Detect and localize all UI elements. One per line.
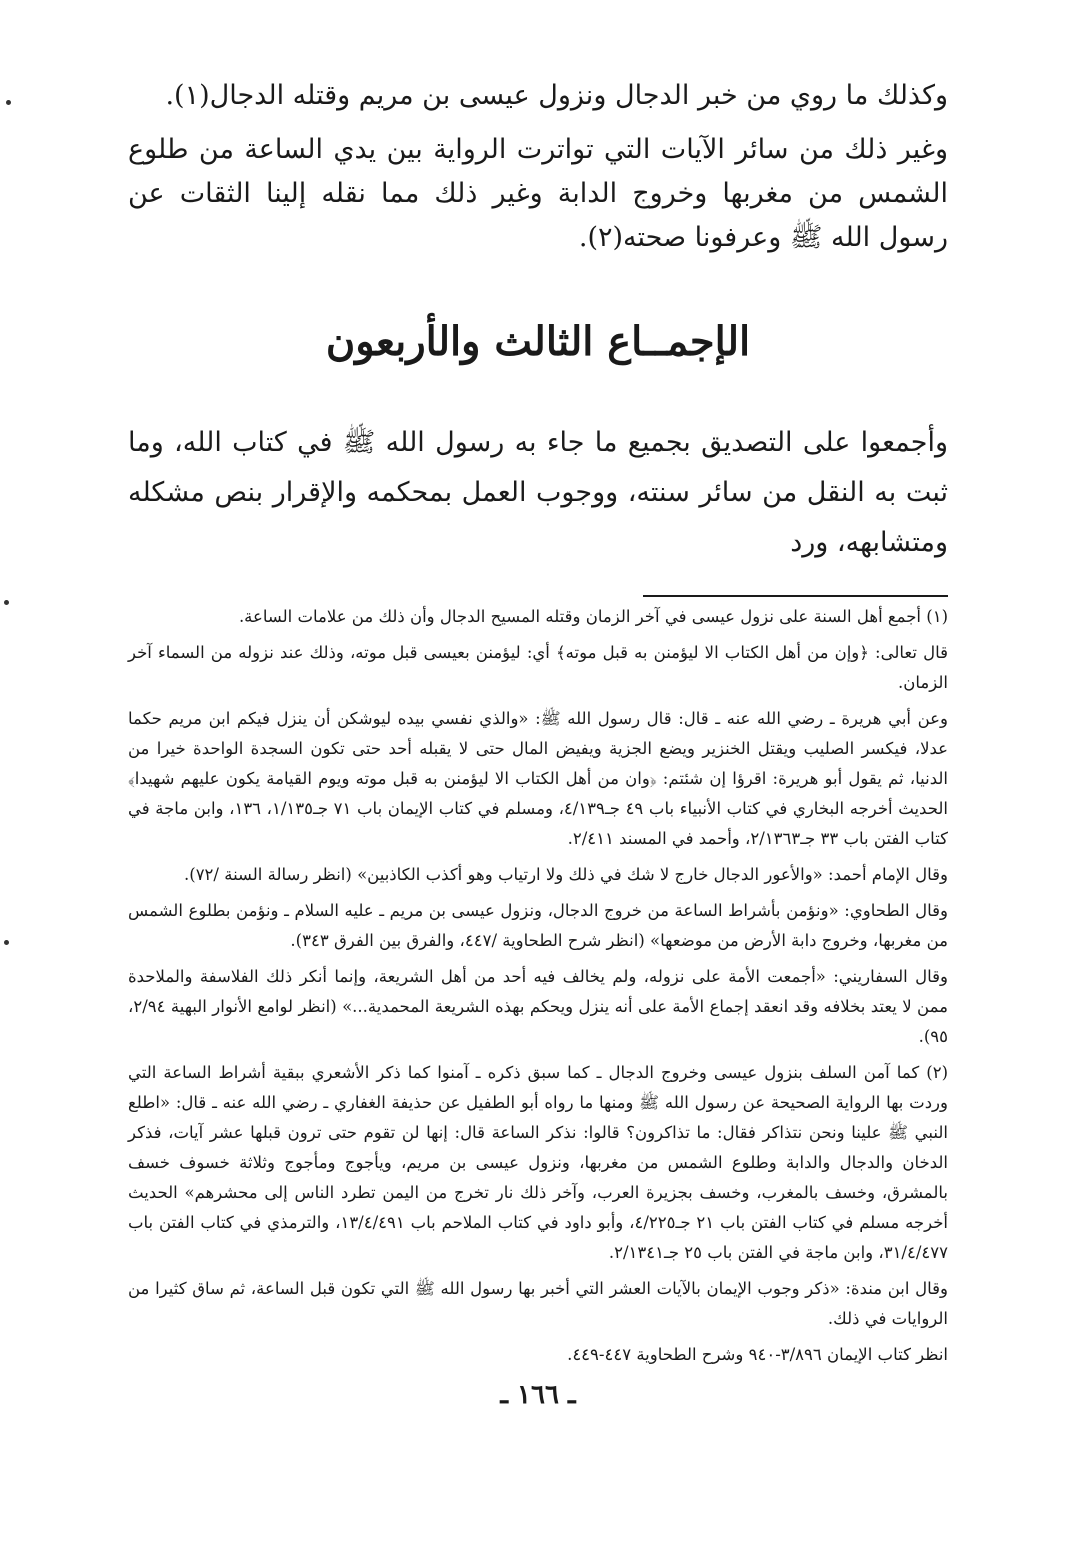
page-number: ـ ١٦٦ ـ xyxy=(500,1380,576,1410)
scan-speck-middle-left xyxy=(4,600,9,605)
footnote-1-verse: قال تعالى: ﴿وإن من أهل الكتاب الا ليؤمنن به قبل موته﴾ أي: ليؤمنن بعيسى قبل موته، وذلك عند نزوله من السماء آخر الزمان. xyxy=(128,643,948,692)
footnote-1: (١) أجمع أهل السنة على نزول عيسى في آخر الزمان وقتله المسيح الدجال وأن ذلك من علامات الساعة. xyxy=(238,607,948,626)
scan-speck-top-left xyxy=(6,100,11,105)
scan-speck-lower-left xyxy=(4,940,9,945)
footnote-2-reference: انظر كتاب الإيمان ٣/٨٩٦-٩٤٠ وشرح الطحاوية ٤٤٧-٤٤٩. xyxy=(567,1345,948,1364)
footnote-1-saffarini: وقال السفاريني: «أجمعت الأمة على نزوله، ولم يخالف فيه أحد من أهل الشريعة، وإنما أنكر ذلك الفلاسفة والملاحدة ممن لا يعتد بخلافه وقد انعقد إجماع الأمة على أنه ينزل ويحكم بهذه الشريعة المحمدية...» (انظر لوامع الأنوار البهية ٢/٩٤، ٩٥). xyxy=(128,967,948,1046)
footnote-1-hadith: وعن أبي هريرة ـ رضي الله عنه ـ قال: قال رسول الله ﷺ: «والذي نفسي بيده ليوشكن أن ينزل فيكم ابن مريم حكما عدلا، فيكسر الصليب ويقتل الخنزير ويضع الجزية ويفيض المال حتى لا يقبله أحد حتى تكون السجدة الواحدة خيرا من الدنيا، ثم يقول أبو هريرة: اقرؤا إن شئتم: ﴿وان من أهل الكتاب الا ليؤمنن به قبل موته ويوم القيامة يكون عليهم شهيدا﴾ الحديث أخرجه البخاري في كتاب الأنبياء باب ٤٩ جـ٤/١٣٩، ومسلم في كتاب الإيمان باب ٧١ جـ١/١٣٥، ١٣٦، وابن ماجة في كتاب الفتن باب ٣٣ جـ٢/١٣٦٣، وأحمد في المسند ٢/٤١١. xyxy=(128,709,948,848)
body-paragraph-consensus: وأجمعوا على التصديق بجميع ما جاء به رسول الله ﷺ في كتاب الله، وما ثبت به النقل من سائر سنته، ووجوب العمل بمحكمه والإقرار بنص مشكله ومتشابهه، ورد xyxy=(128,427,948,558)
body-paragraph-dajjal: وكذلك ما روي من خبر الدجال ونزول عيسى بن مريم وقتله الدجال(١). xyxy=(165,80,948,111)
body-paragraph-signs: وغير ذلك من سائر الآيات التي تواترت الرواية بين يدي الساعة من طلوع الشمس من مغربها وخروج الدابة وغير ذلك مما نقله إلينا الثقات عن رسول الله ﷺ وعرفونا صحته(٢). xyxy=(128,134,948,253)
footnotes xyxy=(128,602,948,1376)
footnote-separator xyxy=(643,595,948,597)
footnote-2-ibn-mandah: وقال ابن مندة: «ذكر وجوب الإيمان بالآيات العشر التي أخبر بها رسول الله ﷺ التي تكون قبل الساعة، ثم ساق كثيرا من الروايات في ذلك. xyxy=(128,1279,948,1328)
footnote-1-ahmad: وقال الإمام أحمد: «والأعور الدجال خارج لا شك في ذلك ولا ارتياب وهو أكذب الكاذبين» (انظر رسالة السنة /٧٢). xyxy=(184,865,948,884)
section-heading: الإجمــاع الثالث والأربعون xyxy=(325,318,751,365)
footnote-1-tahawi: وقال الطحاوي: «ونؤمن بأشراط الساعة من خروج الدجال، ونزول عيسى بن مريم ـ عليه السلام ـ ونؤمن بطلوع الشمس من مغربها، وخروج دابة الأرض من موضعها» (انظر شرح الطحاوية /٤٤٧، والفرق بين الفرق ٣٤٣). xyxy=(128,901,948,950)
footnote-2: (٢) كما آمن السلف بنزول عيسى وخروج الدجال ـ كما سبق ذكره ـ آمنوا كما ذكر الأشعري ببقية أشراط الساعة التي وردت بها الرواية الصحيحة عن رسول الله ﷺ ومنها ما رواه أبو الطفيل عن حذيفة الغفاري ـ رضي الله عنه ـ قال: «اطلع النبي ﷺ علينا ونحن نتذاكر فقال: ما تذاكرون؟ قالوا: نذكر الساعة قال: إنها لن تقوم حتى ترون قبلها عشر آيات، فذكر الدخان والدجال والدابة وطلوع الشمس من مغربها، ونزول عيسى بن مريم، ويأجوج ومأجوج وثلاثة خسوف خسف بالمشرق، وخسف بالمغرب، وخسف بجزيرة العرب، وآخر ذلك نار تخرج من اليمن تطرد الناس إلى محشرهم» الحديث أخرجه مسلم في كتاب الفتن باب ٢١ جـ٤/٢٢٥، وأبو داود في كتاب الملاحم باب ١٣/٤/٤٩١، والترمذي في كتاب الفتن باب ٣١/٤/٤٧٧، وابن ماجة في الفتن باب ٢٥ جـ٢/١٣٤١. xyxy=(128,1063,948,1262)
